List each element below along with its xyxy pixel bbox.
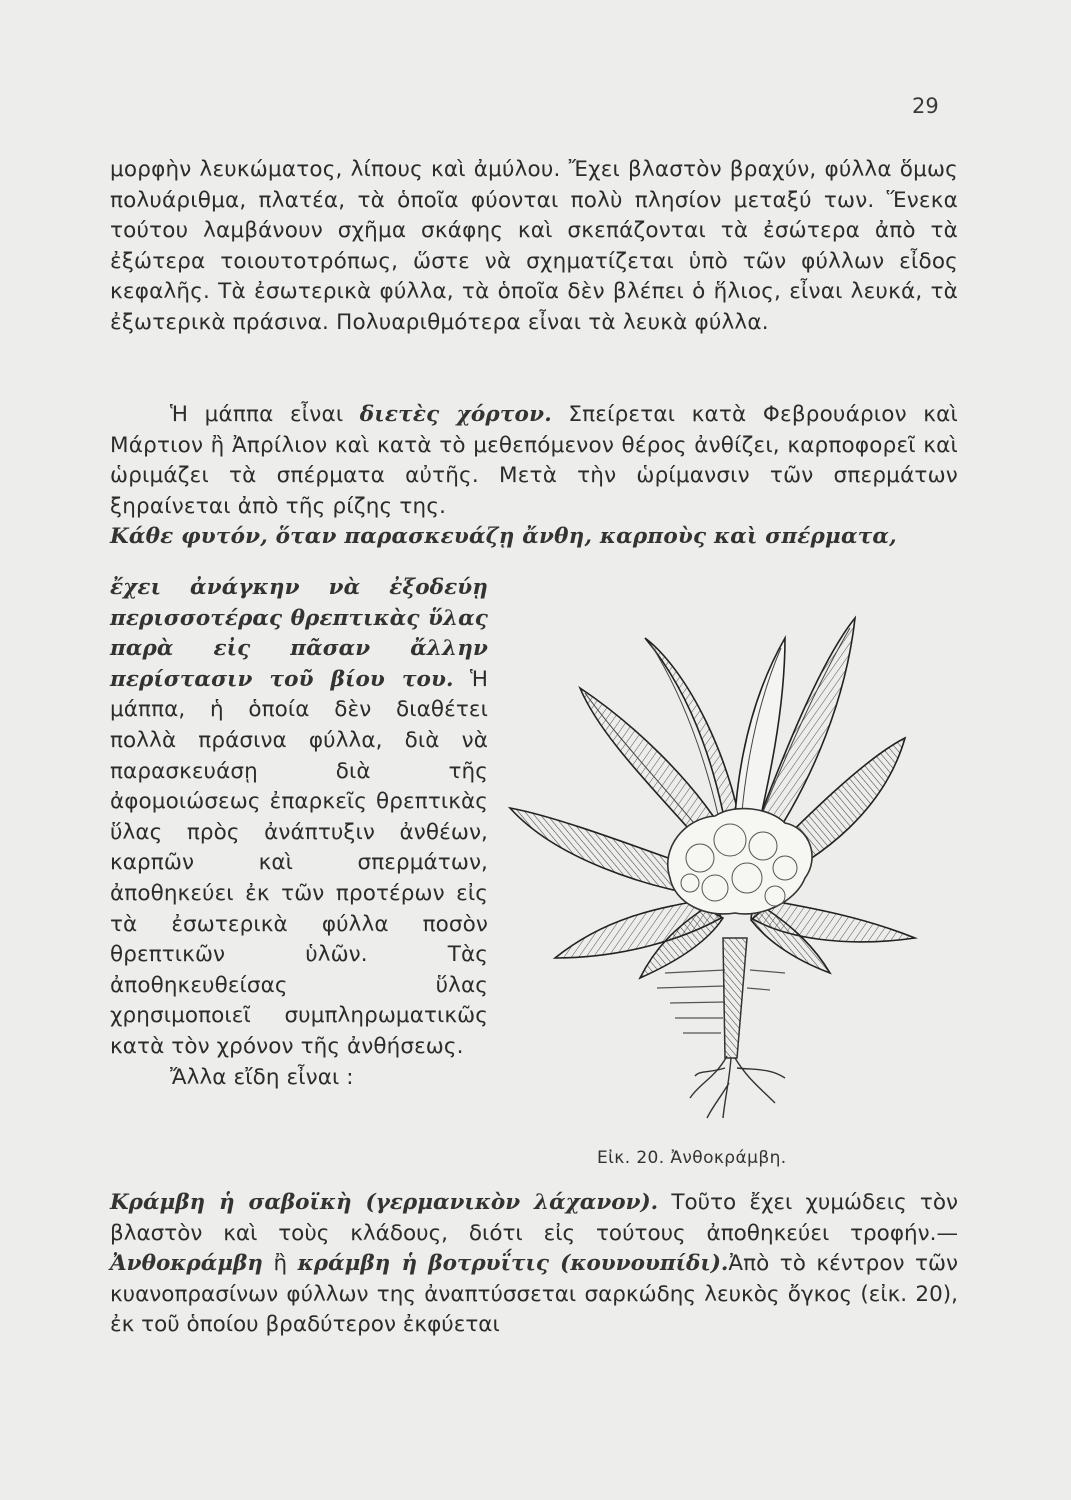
or-text: ἢ	[273, 1251, 288, 1277]
term-cauliflower: Ἀνθοκράμβη	[110, 1251, 263, 1277]
paragraph-bottom-text	[110, 1188, 958, 1341]
stem	[723, 938, 747, 1058]
mappa-term: διετὲς χόρτον.	[359, 402, 552, 427]
paragraph-top	[110, 155, 958, 339]
paragraph-mappa	[110, 400, 958, 553]
term-savoy: Κράμβη ἡ σαβοϊκὴ (γερμανικὸν λάχανον).	[110, 1190, 659, 1215]
mappa-lead: Ἡ μάππα εἶναι	[170, 402, 344, 427]
paragraph-top-text: μορφὴν λευκώματος, λίπους καὶ ἀμύλου. Ἔχει βλαστὸν βραχύν, φύλλα ὅμως πολυάριθμα, πλατέα, τὰ ὁποῖα φύονται πολὺ πλησίον μεταξύ των. Ἕνεκα τούτου λαμβάνουν σχῆμα σκάφης καὶ σκεπάζονται τὰ ἐσώτερα ἀπὸ τὰ ἐξώτερα τοιουτοτρόπως, ὥστε νὰ σχηματίζεται ὑπὸ τῶν φύλλων εἶδος κεφαλῆς. Τὰ ἐσωτερικὰ φύλλα, τὰ ὁποῖα δὲν βλέπει ὁ ἥλιος, εἶναι λευκά, τὰ ἐξωτερικὰ πράσινα. Πολυαριθμότερα εἶναι τὰ λευκὰ φύλλα.	[110, 157, 958, 335]
cauliflower-text: Ἀπὸ τὸ κέντρον τῶν κυανοπρασίνων φύλλων της ἀναπτύσσεται σαρκώδης λευκὸς ὄγκος (εἰκ. 20), ἐκ τοῦ ὁποίου βραδύτερον ἐκφύεται	[110, 1251, 958, 1338]
left-column-italic: ἔχει ἀνάγκην νὰ ἐξοδεύῃ περισσοτέρας θρεπτικὰς ὕλας παρὰ εἰς πᾶσαν ἄλλην περίστασιν τοῦ βίου του.	[110, 575, 488, 692]
left-column-body: Ἡ μάππα, ἡ ὁποία δὲν διαθέτει πολλὰ πράσινα φύλλα, διὰ νὰ παρασκευάσῃ διὰ τῆς ἀφομοιώσεως ἐπαρκεῖς θρεπτικὰς ὕλας πρὸς ἀνάπτυξιν ἀνθέων, καρπῶν καὶ σπερμάτων, ἀποθηκεύει ἐκ τῶν προτέρων εἰς τὰ ἐσωτερικὰ φύλλα ποσὸν θρεπτικῶν ὑλῶν. Τὰς ἀποθηκευθείσας ὕλας χρησιμοποιεῖ συμπληρωματικῶς κατὰ τὸν χρόνον τῆς ἀνθήσεως.	[110, 666, 488, 1059]
roots	[690, 1056, 785, 1118]
leaves	[510, 618, 915, 978]
left-column	[110, 573, 488, 1093]
flower-head	[668, 809, 812, 914]
other-kinds: Ἄλλα εἴδη εἶναι :	[170, 1064, 354, 1090]
paragraph-bottom	[110, 1188, 958, 1341]
ground-lines	[657, 970, 785, 1033]
left-column-text	[110, 573, 488, 1063]
term-botrytis: κράμβη ἡ βοτρυΐτις (κουνουπίδι).	[297, 1251, 729, 1277]
cauliflower-illustration	[485, 578, 975, 1138]
paragraph-mappa-text	[110, 400, 958, 522]
page-number: 29	[912, 94, 939, 118]
cauliflower-drawing	[485, 578, 975, 1138]
figure-caption: Εἰκ. 20. Ἀνθοκράμβη.	[597, 1148, 787, 1168]
savoy-text: Τοῦτο ἔχει χυμώδεις τὸν βλαστὸν καὶ τοὺς κλάδους, διότι εἰς τούτους ἀποθηκεύει τροφήν.—	[110, 1190, 958, 1246]
mappa-rest: Σπείρεται κατὰ Φεβρουάριον καὶ Μάρτιον ἢ Ἀπρίλιον καὶ κατὰ τὸ μεθεπόμενον θέρος ἀνθίζει, καρποφορεῖ καὶ ὡριμάζει τὰ σπέρματα αὐτῆς. Μετὰ τὴν ὡρίμανσιν τῶν σπερμάτων ξηραίνεται ἀπὸ τῆς ρίζης της.	[110, 402, 958, 519]
italic-line: Κάθε φυτόν, ὅταν παρασκευάζῃ ἄνθη, καρποὺς καὶ σπέρματα,	[110, 524, 897, 550]
